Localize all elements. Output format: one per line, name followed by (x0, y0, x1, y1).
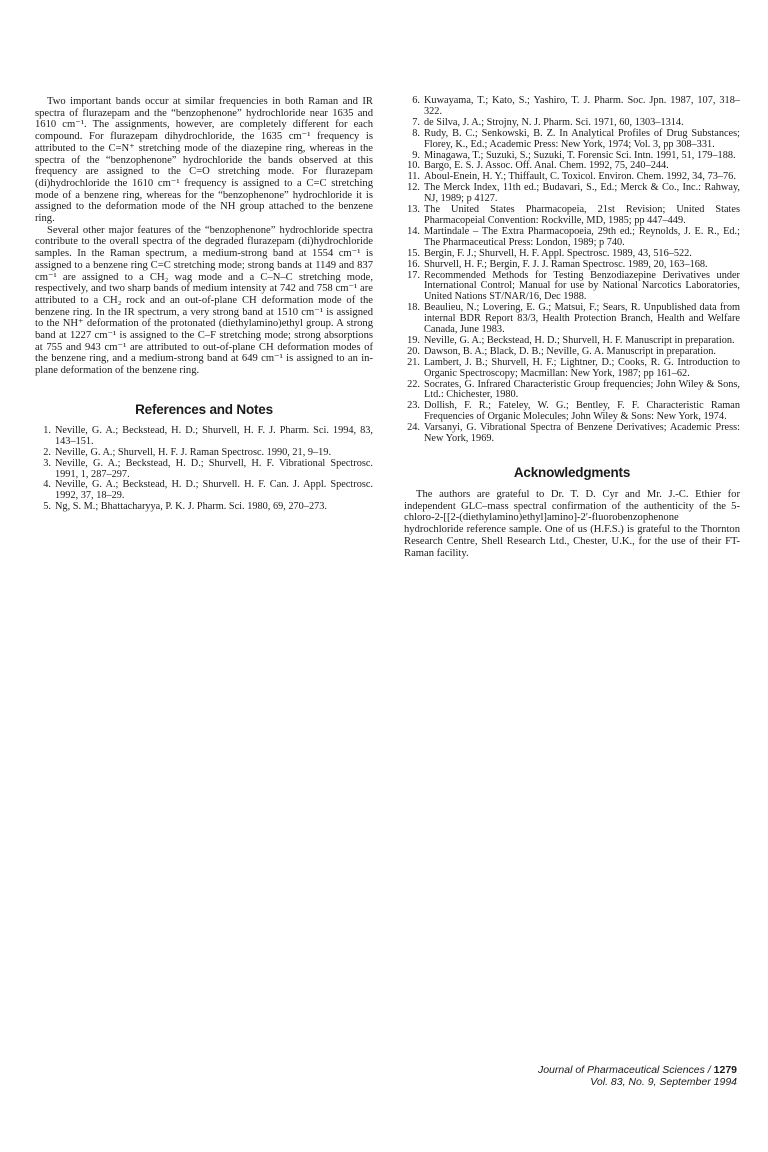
references-list-left (35, 426, 373, 513)
reference-item: 11. Aboul-Enein, H. Y.; Thiffault, C. Toxicol. Environ. Chem. 1992, 34, 73–76. (407, 171, 736, 183)
reference-item: 7. de Silva, J. A.; Strojny, N. J. Pharm. Sci. 1971, 60, 1303–1314. (412, 116, 684, 128)
reference-item: 17. Recommended Methods for Testing Benzodiazepine Derivatives under International Control; Manual for use by National Narcotics Laboratories, United Nations ST/NAR/16, Dec 1988. (407, 269, 740, 303)
references-list-right (404, 96, 740, 445)
reference-item: 5. Ng, S. M.; Bhattacharyya, P. K. J. Pharm. Sci. 1980, 69, 270–273. (43, 501, 327, 513)
body-paragraph-2: Several other major features of the “benzophenone” hydrochloride spectra contribute to the overall spectra of the degraded flurazepam (di)hydrochloride samples. In the Raman spectrum, a medium-strong band at 1554 cm⁻¹ is assigned to a benzene ring C=C stretching mode; strong bands at 1149 and 837 cm⁻¹ are assigned to a CH₂ wag mode and a C–N–C stretching mode, respectively, and two sharp bands of medium intensity at 742 and 758 cm⁻¹ are attributed to a CH₂ rock and an out-of-plane CH deformation mode of the benzene ring. In the IR spectrum, a very strong band at 1510 cm⁻¹ is assigned to the NH⁺ deformation of the protonated (diethylamino)ethyl group. A strong band at 1227 cm⁻¹ is assigned to the C–F stretching mode; strong absorptions at 755 and 943 cm⁻¹ are attributed to out-of-plane CH deformation modes of the benzene ring, and a medium-strong band at 649 cm⁻¹ is assigned to an in-plane deformation of the benzene ring. (35, 224, 373, 377)
reference-item: 18. Beaulieu, N.; Lovering, E. G.; Matsui, F.; Sears, R. Unpublished data from internal BDR Report 83/3, Health Protection Branch, Health and Welfare Canada, June 1983. (407, 302, 740, 336)
right-column (404, 96, 740, 559)
reference-item: 13. The United States Pharmacopeia, 21st Revision; United States Pharmacopeial Convention: Rockville, MD, 1985; pp 447–449. (407, 204, 740, 226)
journal-name: Journal of Pharmaceutical Sciences / (537, 1064, 714, 1076)
reference-item: 15. Bergin, F. J.; Shurvell, H. F. Appl. Spectrosc. 1989, 43, 516–522. (407, 247, 692, 259)
acknowledgments-heading: Acknowledgments (513, 465, 631, 480)
reference-item: 12. The Merck Index, 11th ed.; Budavari, S., Ed.; Merck & Co., Inc.: Rahway, NJ, 1989; p 4127. (407, 182, 740, 205)
reference-item: 4. Neville, G. A.; Beckstead, H. D.; Shurvell. H. F. Can. J. Appl. Spectrosc. 1992, 37, 18–29. (43, 479, 373, 502)
footer-issue: Vol. 83, No. 9, September 1994 (590, 1076, 737, 1088)
reference-item: 9. Minagawa, T.; Suzuki, S.; Suzuki, T. Forensic Sci. Intn. 1991, 51, 179–188. (412, 149, 736, 161)
body-paragraph-1: Two important bands occur at similar frequencies in both Raman and IR spectra of flurazepam and the “benzophenone” hydrochloride near 1635 and 1610 cm⁻¹. The assignments, however, are completely different for each compound. For flurazepam dihydrochloride, the 1635 cm⁻¹ frequency is attributed to the C=N⁺ stretching mode of the diazepine ring, whereas in the spectra of the “benzophenone” hydrochloride the bands observed at this frequency are assigned to the C=O stretching mode. For flurazepam (di)hydrochloride the 1610 cm⁻¹ frequency is assigned to a C=C stretching mode of a benzene ring, whereas for the “benzophenone” hydrochloride it is assigned to the deformation mode of the NH group attached to the benzene ring. (35, 96, 373, 225)
footer-journal-line (538, 1064, 737, 1076)
reference-item: 22. Socrates, G. Infrared Characteristic Group frequencies; John Wiley & Sons, Ltd.: Chichester, 1980. (407, 378, 740, 401)
left-column (35, 96, 373, 513)
reference-item: 23. Dollish, F. R.; Fateley, W. G.; Bentley, F. F. Characteristic Raman Frequencies of Organic Molecules; John Wiley & Sons: New York, 1974. (407, 400, 740, 423)
reference-item: 16. Shurvell, H. F.; Bergin, F. J. J. Raman Spectrosc. 1989, 20, 163–168. (407, 258, 708, 270)
acknowledgments-text (404, 489, 740, 559)
reference-item: 10. Bargo, E. S. J. Assoc. Off. Anal. Chem. 1992, 75, 240–244. (407, 160, 669, 172)
page-footer (538, 1064, 737, 1088)
body-text (35, 96, 373, 377)
reference-item: 20. Dawson, B. A.; Black, D. B.; Neville, G. A. Manuscript in preparation. (407, 345, 716, 357)
references-heading: References and Notes (135, 401, 273, 417)
reference-item: 21. Lambert, J. B.; Shurvell, H. F.; Lightner, D.; Cooks, R. G. Introduction to Organic Spectroscopy; Macmillan: New York, 1987; pp 161–62. (407, 356, 740, 379)
page-number: 1279 (713, 1064, 737, 1076)
reference-item: 6. Kuwayama, T.; Kato, S.; Yashiro, T. J. Pharm. Soc. Jpn. 1987, 107, 318–322. (412, 95, 740, 117)
reference-item: 2. Neville, G. A.; Shurvell, H. F. J. Raman Spectrosc. 1990, 21, 9–19. (43, 446, 332, 458)
reference-item: 19. Neville, G. A.; Beckstead, H. D.; Shurvell, H. F. Manuscript in preparation. (407, 334, 735, 346)
reference-item: 3. Neville, G. A.; Beckstead, H. D.; Shurvell, H. F. Vibrational Spectrosc. 1991, 1, 287–297. (43, 457, 373, 480)
reference-item: 24. Varsanyi, G. Vibrational Spectra of Benzene Derivatives; Academic Press: New York, 1969. (407, 422, 740, 445)
acknowledgments-paragraph: The authors are grateful to Dr. T. D. Cyr and Mr. J.-C. Ethier for independent GLC–mass spectral confirmation of the authenticity of the 5-chloro-2-[[2-(diethylamino)ethyl]amino]-2′-fluorobenzophenone hydrochloride reference sample. One of us (H.F.S.) is grateful to the Thornton Research Centre, Shell Research Ltd., Chester, U.K., for the use of their FT-Raman facility. (404, 489, 740, 559)
reference-item: 14. Martindale – The Extra Pharmacopoeia, 29th ed.; Reynolds, J. E. R., Ed.; The Pharmaceutical Press: London, 1989; p 740. (407, 225, 740, 248)
reference-item: 8. Rudy, B. C.; Senkowski, B. Z. In Analytical Profiles of Drug Substances; Florey, K., Ed.; Academic Press: New York, 1974; Vol. 3, pp 308–331. (412, 127, 740, 150)
reference-item: 1. Neville, G. A.; Beckstead, H. D.; Shurvell, H. F. J. Pharm. Sci. 1994, 83, 143–151. (43, 424, 373, 447)
